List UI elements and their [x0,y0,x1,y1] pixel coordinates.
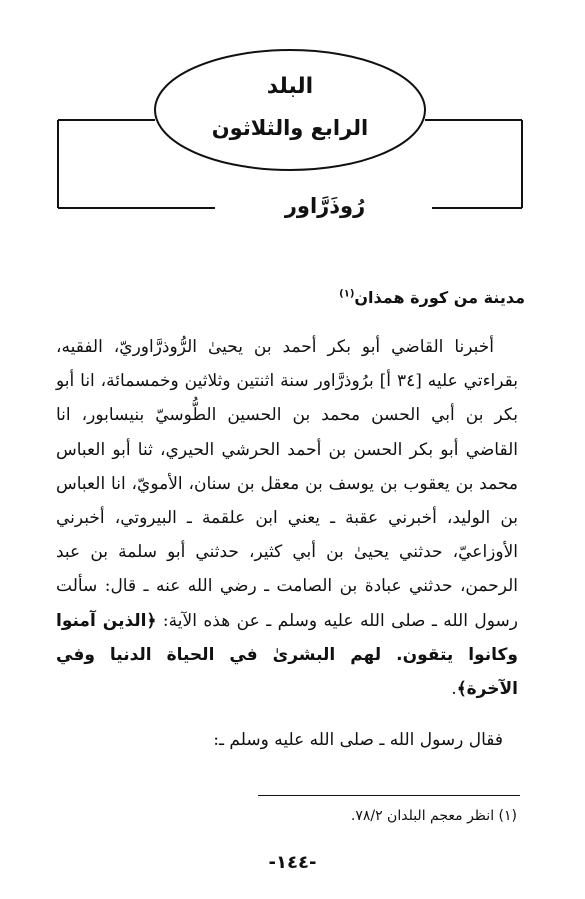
paragraph-end: . [451,679,457,700]
paragraph-main-text: أخبرنا القاضي أبو بكر أحمد بن يحيىٰ الرُّوذرَّاوريّ، الفقيه، بقراءتي عليه [٣٤ أ] برُوذرَّاور سنة اثنتين وثلاثين وخمسمائة، انا أبو بكر بن أبي الحسن محمد بن الحسين الطُّوسيّ بنيسابور، انا القاضي أبو بكر الحسن بن أحمد الحرشي الحيري، ثنا أبو العباس محمد بن يعقوب بن يوسف بن معقل بن سنان، الأمويّ، انا العباس بن الوليد، أخبرني عقبة ـ يعني ابن علقمة ـ البيروتي، أخبرني الأوزاعيّ، حدثني يحيىٰ بن أبي كثير، حدثني أبو سلمة بن عبد الرحمن، حدثني عبادة بن الصامت ـ رضي الله عنه ـ قال: سألت رسول الله ـ صلى الله عليه وسلم ـ عن هذه الآية: [56,337,519,631]
volume-label: البلد [266,74,314,99]
quran-verse: ﴿الذين آمنوا وكانوا يتقون. لهم البشرىٰ في الحياة الدنيا وفي الآخرة﴾ [56,610,518,700]
closing-line: فقال رسول الله ـ صلى الله عليه وسلم ـ: [213,730,503,750]
volume-ordinal: الرابع والثلاثون [211,116,369,140]
page-number: -١٤٤- [268,852,317,873]
hadith-paragraph [56,330,518,706]
title-ellipse [155,50,425,170]
footnote-divider [258,795,520,796]
chapter-title: رُوذَرَّاور [220,194,430,218]
footnote-marker: (١) [339,288,355,300]
footnote: (١) انظر معجم البلدان ٧٨/٢. [350,808,517,824]
section-subtitle [339,288,525,307]
subtitle-text: مدينة من كورة همذان [354,288,525,307]
